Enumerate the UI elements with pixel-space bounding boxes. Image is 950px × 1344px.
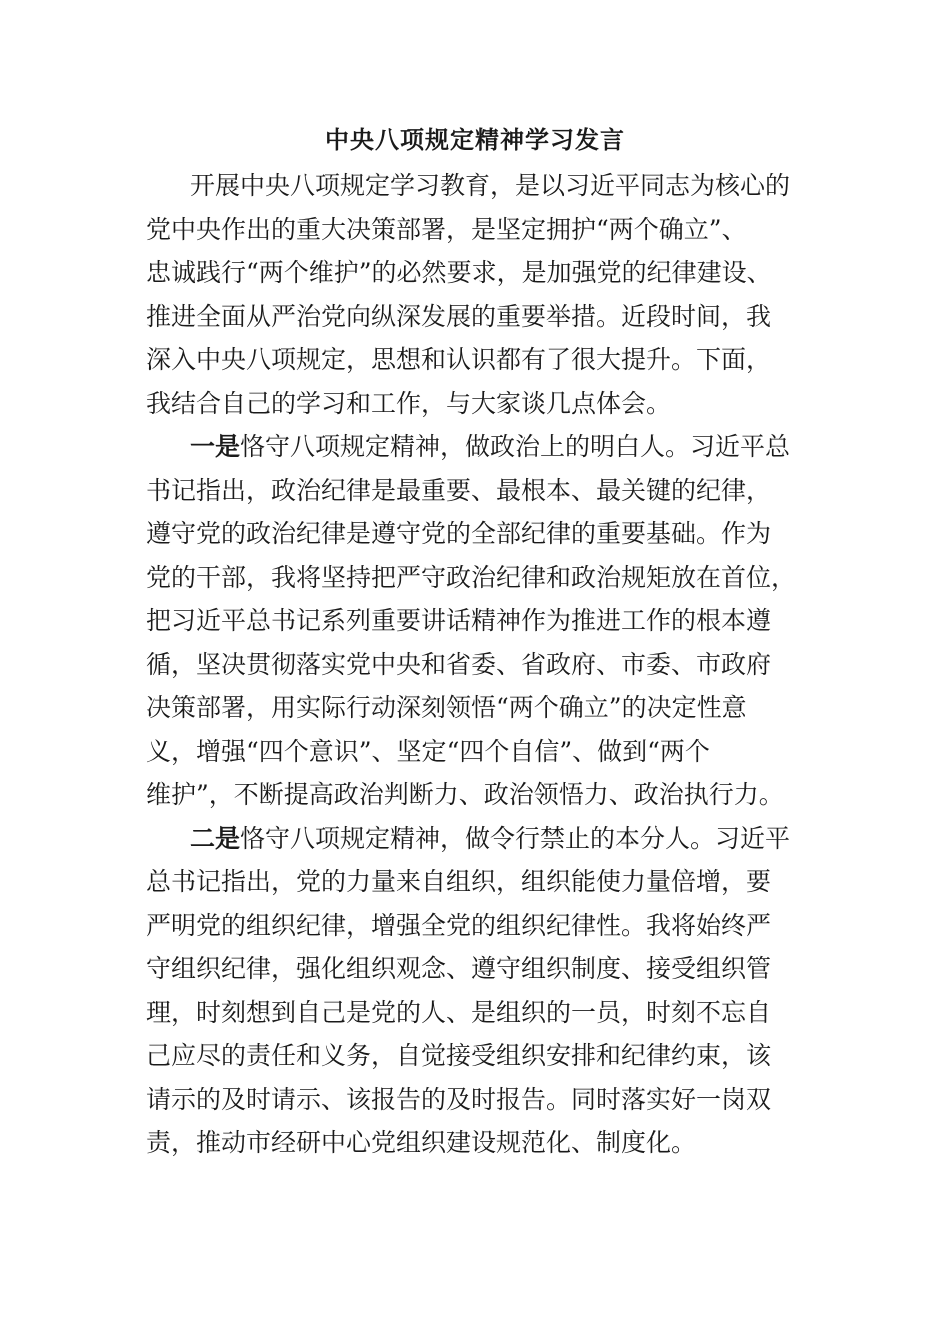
paragraph-1-line: 忠诚践行“两个维护”的必然要求，是加强党的纪律建设、: [146, 258, 772, 287]
paragraph-2-line: 党的干部，我将坚持把严守政治纪律和政治规矩放在首位，: [146, 563, 797, 592]
paragraph-3-first-text: 恪守八项规定精神，做令行禁止的本分人。习近平: [240, 824, 791, 853]
paragraph-2-line: 把习近平总书记系列重要讲话精神作为推进工作的根本遵: [146, 606, 772, 635]
paragraph-2-first-line: [190, 425, 790, 469]
paragraph-1-line: 开展中央八项规定学习教育，是以习近平同志为核心的: [190, 171, 791, 200]
paragraph-3-line: 守组织纪律，强化组织观念、遵守组织制度、接受组织管: [146, 954, 772, 983]
paragraph-3-line: 严明党的组织纪律，增强全党的组织纪律性。我将始终严: [146, 911, 772, 940]
paragraph-3-lead: 二是: [190, 824, 241, 853]
paragraph-2-line: 决策部署，用实际行动深刻领悟“两个确立”的决定性意: [146, 693, 747, 722]
paragraph-2-line: 维护”，不断提高政治判断力、政治领悟力、政治执行力。: [146, 780, 784, 809]
paragraph-1-line: 我结合自己的学习和工作，与大家谈几点体会。: [146, 389, 672, 418]
paragraph-3-line: 责，推动市经研中心党组织建设规范化、制度化。: [146, 1128, 697, 1157]
paragraph-3-line: 己应尽的责任和义务，自觉接受组织安排和纪律约束，该: [146, 1041, 772, 1070]
paragraph-3-first-line: [190, 817, 790, 861]
paragraph-1-line: 党中央作出的重大决策部署，是坚定拥护“两个确立”、: [146, 215, 747, 244]
paragraph-2-first-text: 恪守八项规定精神，做政治上的明白人。习近平总: [240, 432, 791, 461]
paragraph-2-line: 循，坚决贯彻落实党中央和省委、省政府、市委、市政府: [146, 650, 772, 679]
paragraph-2-lead: 一是: [190, 432, 241, 461]
paragraph-1-line: 推进全面从严治党向纵深发展的重要举措。近段时间，我: [146, 302, 772, 331]
paragraph-3-line: 总书记指出，党的力量来自组织，组织能使力量倍增，要: [146, 867, 772, 896]
paragraph-2-line: 义，增强“四个意识”、坚定“四个自信”、做到“两个: [146, 737, 710, 766]
paragraph-3-line: 请示的及时请示、该报告的及时报告。同时落实好一岗双: [146, 1085, 772, 1114]
paragraph-2-line: 遵守党的政治纪律是遵守党的全部纪律的重要基础。作为: [146, 519, 772, 548]
paragraph-3-line: 理，时刻想到自己是党的人、是组织的一员，时刻不忘自: [146, 998, 772, 1027]
document-title: 中央八项规定精神学习发言: [325, 125, 625, 154]
paragraph-2-line: 书记指出，政治纪律是最重要、最根本、最关键的纪律，: [146, 476, 772, 505]
paragraph-1-line: 深入中央八项规定，思想和认识都有了很大提升。下面，: [146, 345, 772, 374]
